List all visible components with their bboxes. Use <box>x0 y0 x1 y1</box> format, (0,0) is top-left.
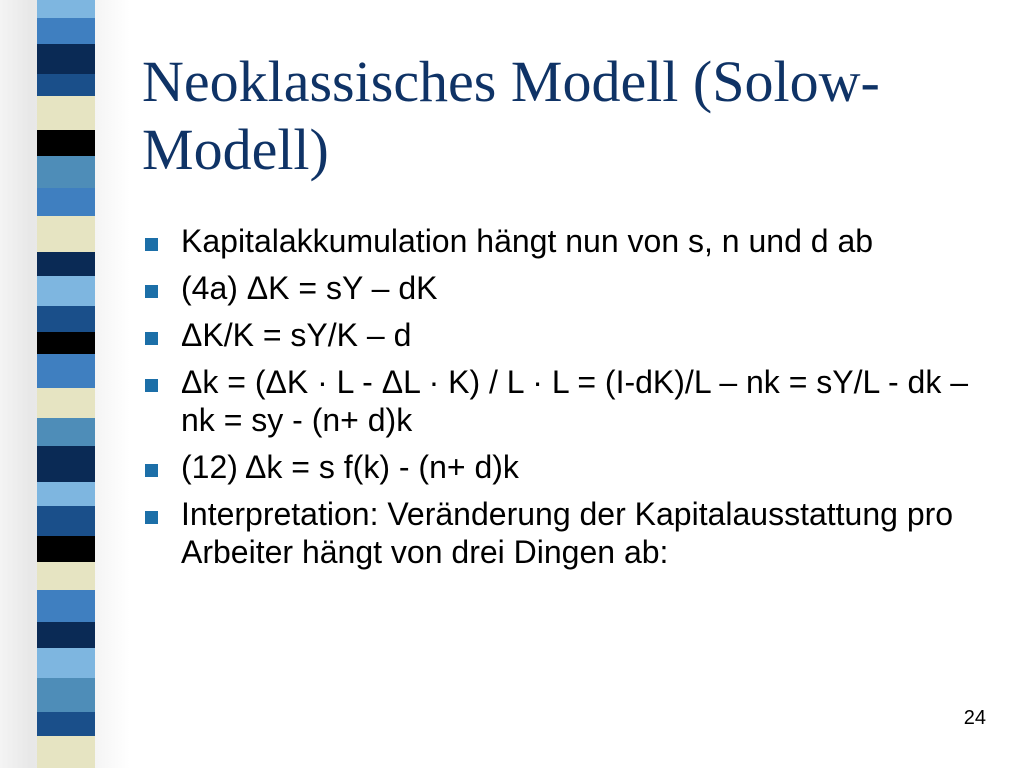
square-bullet-icon <box>145 332 158 345</box>
square-bullet-icon <box>145 464 158 477</box>
strip-band <box>37 44 95 74</box>
strip-band <box>37 0 95 18</box>
strip-band <box>37 188 95 216</box>
strip-band <box>37 96 95 130</box>
square-bullet-icon <box>145 379 158 392</box>
strip-band <box>37 354 95 388</box>
strip-band <box>37 590 95 622</box>
strip-band <box>37 74 95 96</box>
decorative-color-strip <box>37 0 95 768</box>
strip-band <box>37 252 95 276</box>
strip-band <box>37 446 95 482</box>
strip-band <box>37 156 95 188</box>
strip-band <box>37 506 95 536</box>
bullet-text: Interpretation: Veränderung der Kapitalausstattung pro Arbeiter hängt von drei Dingen ab: <box>181 496 954 570</box>
strip-band <box>37 18 95 44</box>
strip-band <box>37 130 95 156</box>
strip-band <box>37 216 95 252</box>
slide-title: Neoklassisches Modell (Solow-Modell) <box>142 49 880 182</box>
strip-band <box>37 648 95 678</box>
bullet-item <box>145 495 1005 571</box>
strip-band <box>37 536 95 562</box>
square-bullet-icon <box>145 511 158 524</box>
strip-band <box>37 482 95 506</box>
strip-band <box>37 306 95 332</box>
square-bullet-icon <box>145 238 158 251</box>
square-bullet-icon <box>145 285 158 298</box>
bullet-text: (12) Δk = s f(k) - (n+ d)k <box>181 449 519 485</box>
bullet-item <box>145 316 1005 354</box>
bullet-text: Kapitalakkumulation hängt nun von s, n und d ab <box>181 223 874 259</box>
bullet-text: Δk = (ΔK · L - ΔL · K) / L · L = (I-dK)/L – nk = sY/L - dk – nk = sy - (n+ d)k <box>181 364 969 438</box>
bullet-item <box>145 222 1005 260</box>
bullet-item <box>145 448 1005 486</box>
strip-band <box>37 678 95 712</box>
strip-band <box>37 418 95 446</box>
strip-band <box>37 712 95 736</box>
strip-band <box>37 736 95 768</box>
bullet-list <box>145 222 1005 580</box>
page-number: 24 <box>963 707 986 729</box>
bullet-item <box>145 269 1005 307</box>
strip-band <box>37 622 95 648</box>
strip-band <box>37 388 95 418</box>
strip-band <box>37 562 95 590</box>
bullet-item <box>145 363 1005 439</box>
strip-band <box>37 332 95 354</box>
strip-band <box>37 276 95 306</box>
bullet-text: (4a) ΔK = sY – dK <box>181 270 438 306</box>
bullet-text: ΔK/K = sY/K – d <box>181 317 412 353</box>
